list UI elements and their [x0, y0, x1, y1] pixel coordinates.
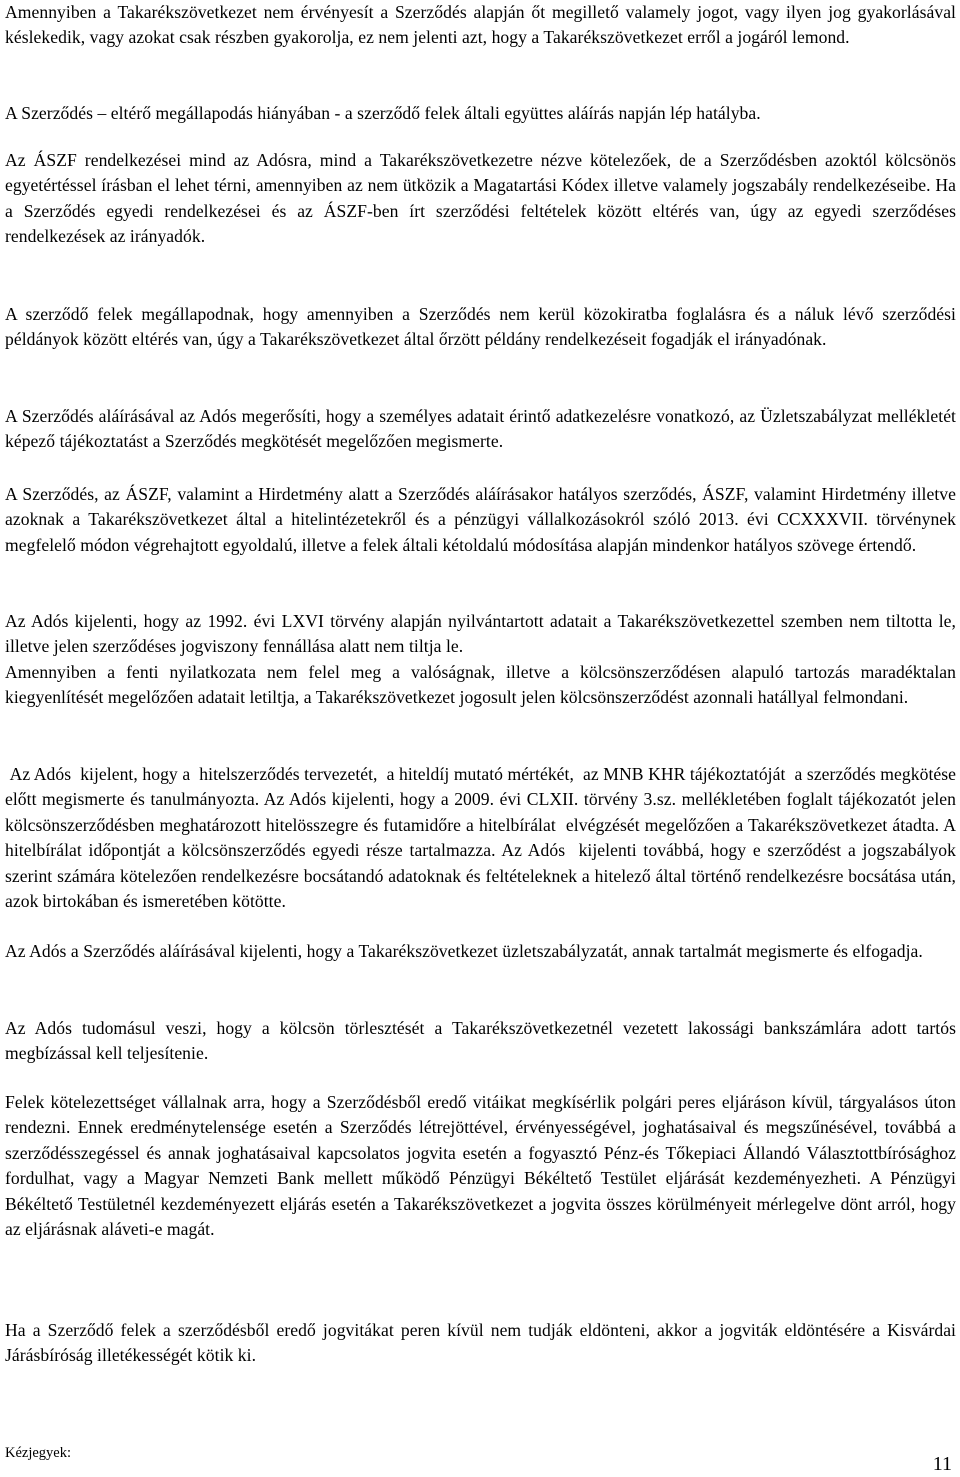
paragraph-dispute-resolution: Felek kötelezettséget vállalnak arra, hogy a Szerződésből eredő vitáikat megkísérlik polgári peres eljáráson kívül, tárgyalásos úton rendezni. Ennek eredménytelensége esetén a Szerződés létrejöttével, érvényességével, joghatásaival és megszűnésével, továbbá a szerződésszegéssel és annak joghatásaival kapcsolatos jogvita esetén a fogyasztó Pénz-és Tőkepiaci Állandó Választottbírósághoz fordulhat, vagy a Magyar Nemzeti Bank mellett működő Pénzügyi Békéltető Testület eljárását kezdeményezheti. A Pénzügyi Békéltető Testületnél kezdeményezett eljárás esetén a Takarékszövetkezet a jogvita összes körülményeit mérlegelve dönt arról, hogy az eljárásnak aláveti-e magát.: [5, 1092, 956, 1240]
paragraph-rights-waiver: Amennyiben a Takarékszövetkezet nem érvényesít a Szerződés alapján őt megillető valamely jogot, vagy ilyen jog gyakorlásával késlekedik, vagy azokat csak részben gyakorolja, ez nem jelenti azt, hogy a Takarékszövetkezet erről a jogáról lemond.: [5, 2, 956, 48]
initials-label: Kézjegyek:: [5, 1445, 72, 1461]
paragraph-contract-definition: A Szerződés, az ÁSZF, valamint a Hirdetmény alatt a Szerződés aláírásakor hatályos szerződés, ÁSZF, valamint Hirdetmény illetve azoknak a Takarékszövetkezet által a hitelintézetekről és a pénzügyi vállalkozásokról szóló 2013. évi CCXXXVII. törvénynek megfelelő módon végrehajtott egyoldalú, illetve a felek általi kétoldalú módosítása alapján mindenkor hatályos szövege értendő.: [5, 484, 956, 555]
paragraph-repayment: Az Adós tudomásul veszi, hogy a kölcsön törlesztését a Takarékszövetkezetnél vezetett lakossági bankszámlára adott tartós megbízással kell teljesítenie.: [5, 1018, 956, 1064]
paragraph-jurisdiction: Ha a Szerződő felek a szerződésből eredő jogvitákat peren kívül nem tudják eldönteni, akkor a jogviták eldöntésére a Kisvárdai Járásbíróság illetékességét kötik ki.: [5, 1320, 956, 1366]
paragraph-information-received: Az Adós kijelent, hogy a hitelszerződés tervezetét, a hiteldíj mutató mértékét, az MNB KHR tájékoztatóját a szerződés megkötése előtt megismerte és tanulmányozta. Az Adós kijelenti, hogy a 2009. évi CLXII. törvény 3.sz. mellékletében foglalt tájékozatót jelen kölcsönszerződésben meghatározott hitelösszegre és futamidőre a hitelbírálat elvégzését megelőzően a Takarékszövetkezet átadta. A hitelbírálat időpontját a kölcsönszerződés egyedi része tartalmazza. Az Adós kijelenti továbbá, hogy e szerződést a jogszabályok szerint számára kötelezően rendelkezésre bocsátandó adatoknak és feltételeknek a hitelező által történő rendelkezésre bocsátása után, azok birtokában és ismeretében kötötte.: [5, 764, 956, 912]
page-number: 11: [932, 1453, 952, 1475]
paragraph-business-rules: Az Adós a Szerződés aláírásával kijelenti, hogy a Takarékszövetkezet üzletszabályzatát, annak tartalmát megismerte és elfogadja.: [5, 941, 923, 961]
paragraph-data-register: Az Adós kijelenti, hogy az 1992. évi LXVI törvény alapján nyilvántartott adatait a Takarékszövetkezettel szemben nem tiltotta le, illetve jelen szerződéses jogviszony fennállása alatt nem tiltja le.: [5, 611, 956, 657]
paragraph-effective-date: A Szerződés – eltérő megállapodás hiányában - a szerződő felek általi együttes aláírás napján lép hatályba.: [5, 103, 761, 123]
paragraph-aszf-provisions: Az ÁSZF rendelkezései mind az Adósra, mind a Takarékszövetkezetre nézve kötelezőek, de a Szerződésben azoktól kölcsönös egyetértéssel írásban el lehet térni, amennyiben az nem ütközik a Magatartási Kódex illetve valamely jogszabály rendelkezéseibe. Ha a Szerződés egyedi rendelkezései és az ÁSZF-ben írt szerződési feltételek között eltérés van, úgy az egyedi szerződéses rendelkezések az irányadók.: [5, 150, 956, 247]
paragraph-data-processing: A Szerződés aláírásával az Adós megerősíti, hogy a személyes adatait érintő adatkezelésre vonatkozó, az Üzletszabályzat mellékletét képező tájékoztatást a Szerződés megkötését megelőzően megismerte.: [5, 406, 956, 452]
paragraph-termination: Amennyiben a fenti nyilatkozata nem felel meg a valóságnak, illetve a kölcsönszerződésen alapuló tartozás maradéktalan kiegyenlítését megelőzően adatait letiltja, a Takarékszövetkezet jogosult jelen kölcsönszerződést azonnali hatállyal felmondani.: [5, 662, 956, 708]
paragraph-copies-discrepancy: A szerződő felek megállapodnak, hogy amennyiben a Szerződés nem kerül közokiratba foglalásra és a náluk lévő szerződési példányok között eltérés van, úgy a Takarékszövetkezet által őrzött példány rendelkezéseit fogadják el irányadónak.: [5, 304, 956, 350]
